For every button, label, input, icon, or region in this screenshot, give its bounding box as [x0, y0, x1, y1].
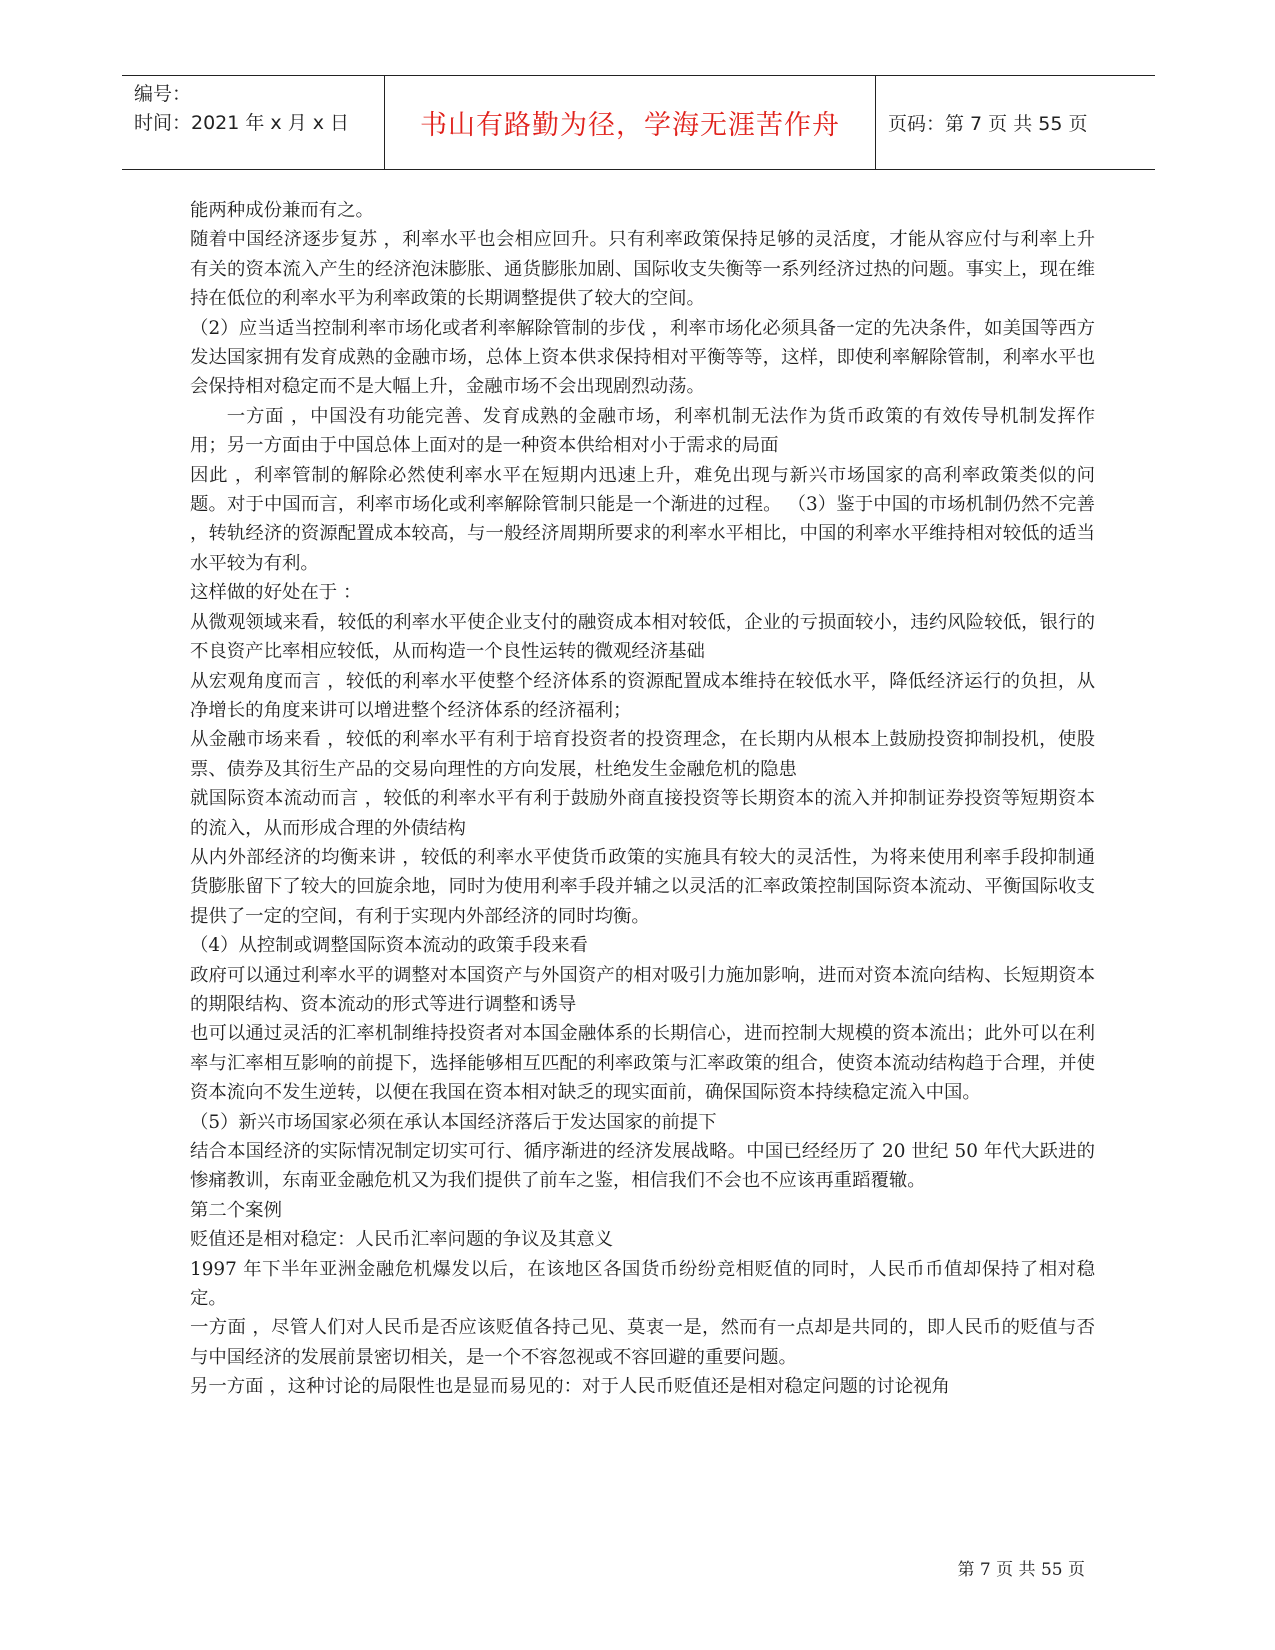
header-motto: 书山有路勤为径，学海无涯苦作舟	[385, 76, 876, 169]
section-title: 第二个案例	[190, 1199, 282, 1221]
paragraph: （2）应当适当控制利率市场化或者利率解除管制的步伐 ，利率市场化必须具备一定的先决条件，如美国等西方发达国家拥有发育成熟的金融市场，总体上资本供求保持相对平衡等等，这样，即使利率解除管制，利率水平也会保持相对稳定而不是大幅上升，金融市场不会出现剧烈动荡。	[190, 317, 1095, 398]
header-meta	[122, 76, 385, 169]
document-body	[190, 196, 1095, 1402]
paragraph: 一方面 ，中国没有功能完善、发育成熟的金融市场，利率机制无法作为货币政策的有效传导机制发挥作用；另一方面由于中国总体上面对的是一种资本供给相对小于需求的局面	[190, 405, 1095, 457]
paragraph: 就国际资本流动而言 ，较低的利率水平有利于鼓励外商直接投资等长期资本的流入并抑制证券投资等短期资本的流入，从而形成合理的外债结构	[190, 788, 1095, 839]
document-number-label: 编号：	[134, 83, 192, 105]
paragraph: 从微观领域来看，较低的利率水平使企业支付的融资成本相对较低，企业的亏损面较小，违约风险较低，银行的不良资产比率相应较低，从而构造一个良性运转的微观经济基础	[190, 611, 1095, 663]
paragraph: （5）新兴市场国家必须在承认本国经济落后于发达国家的前提下	[190, 1111, 717, 1133]
paragraph: 一方面 ，尽管人们对人民币是否应该贬值各持己见、莫衷一是，然而有一点却是共同的，即人民币的贬值与否与中国经济的发展前景密切相关，是一个不容忽视或不容回避的重要问题。	[190, 1317, 1095, 1368]
paragraph: 从金融市场来看 ，较低的利率水平有利于培育投资者的投资理念，在长期内从根本上鼓励投资抑制投机，使股票、债券及其衍生产品的交易向理性的方向发展，杜绝发生金融危机的隐患	[190, 729, 1095, 780]
paragraph: 因此 ，利率管制的解除必然使利率水平在短期内迅速上升，难免出现与新兴市场国家的高利率政策类似的问题。对于中国而言，利率市场化或利率解除管制只能是一个渐进的过程。 （3）鉴于中国的市场机制仍然不完善 ，转轨经济的资源配置成本较高，与一般经济周期所要求的利率水平相比，中国的利率水平维持相对较低的适当水平较为有利。	[190, 464, 1095, 574]
paragraph: 从宏观角度而言 ，较低的利率水平使整个经济体系的资源配置成本维持在较低水平，降低经济运行的负担，从净增长的角度来讲可以增进整个经济体系的经济福利；	[190, 670, 1095, 721]
paragraph: 这样做的好处在于 ：	[190, 582, 362, 604]
document-date-label: 时间：2021 年 x 月 x 日	[134, 112, 350, 134]
paragraph: 随着中国经济逐步复苏 ，利率水平也会相应回升。只有利率政策保持足够的灵活度，才能从容应付与利率上升有关的资本流入产生的经济泡沫膨胀、通货膨胀加剧、国际收支失衡等一系列经济过热的问题。事实上，现在维持在低位的利率水平为利率政策的长期调整提供了较大的空间。	[190, 229, 1095, 310]
header-page-label: 页码：第 7 页 共 55 页	[888, 113, 1088, 135]
paragraph: （4）从控制或调整国际资本流动的政策手段来看	[190, 935, 588, 957]
paragraph: 从内外部经济的均衡来讲 ，较低的利率水平使货币政策的实施具有较大的灵活性，为将来使用利率手段抑制通货膨胀留下了较大的回旋余地，同时为使用利率手段并辅之以灵活的汇率政策控制国际资本流动、平衡国际收支提供了一定的空间，有利于实现内外部经济的同时均衡。	[190, 846, 1095, 927]
paragraph: 另一方面 ，这种讨论的局限性也是显而易见的：对于人民币贬值还是相对稳定问题的讨论视角	[190, 1376, 950, 1398]
paragraph: 政府可以通过利率水平的调整对本国资产与外国资产的相对吸引力施加影响，进而对资本流向结构、长短期资本的期限结构、资本流动的形式等进行调整和诱导	[190, 964, 1095, 1015]
paragraph: 1997 年下半年亚洲金融危机爆发以后，在该地区各国货币纷纷竞相贬值的同时，人民币币值却保持了相对稳定。	[190, 1258, 1095, 1310]
paragraph: 能两种成份兼而有之。	[190, 200, 374, 221]
case-title: 贬值还是相对稳定：人民币汇率问题的争议及其意义	[190, 1229, 613, 1251]
page-header	[122, 75, 1155, 170]
page-footer: 第 7 页 共 55 页	[957, 1560, 1085, 1580]
paragraph: 也可以通过灵活的汇率机制维持投资者对本国金融体系的长期信心，进而控制大规模的资本流出；此外可以在利率与汇率相互影响的前提下，选择能够相互匹配的利率政策与汇率政策的组合，使资本流动结构趋于合理，并使资本流向不发生逆转，以便在我国在资本相对缺乏的现实面前，确保国际资本持续稳定流入中国。	[190, 1023, 1095, 1104]
paragraph: 结合本国经济的实际情况制定切实可行、循序渐进的经济发展战略。中国已经经历了 20 世纪 50 年代大跃进的惨痛教训，东南亚金融危机又为我们提供了前车之鉴，相信我们不会也不应该再重蹈覆辙。	[190, 1141, 1096, 1192]
